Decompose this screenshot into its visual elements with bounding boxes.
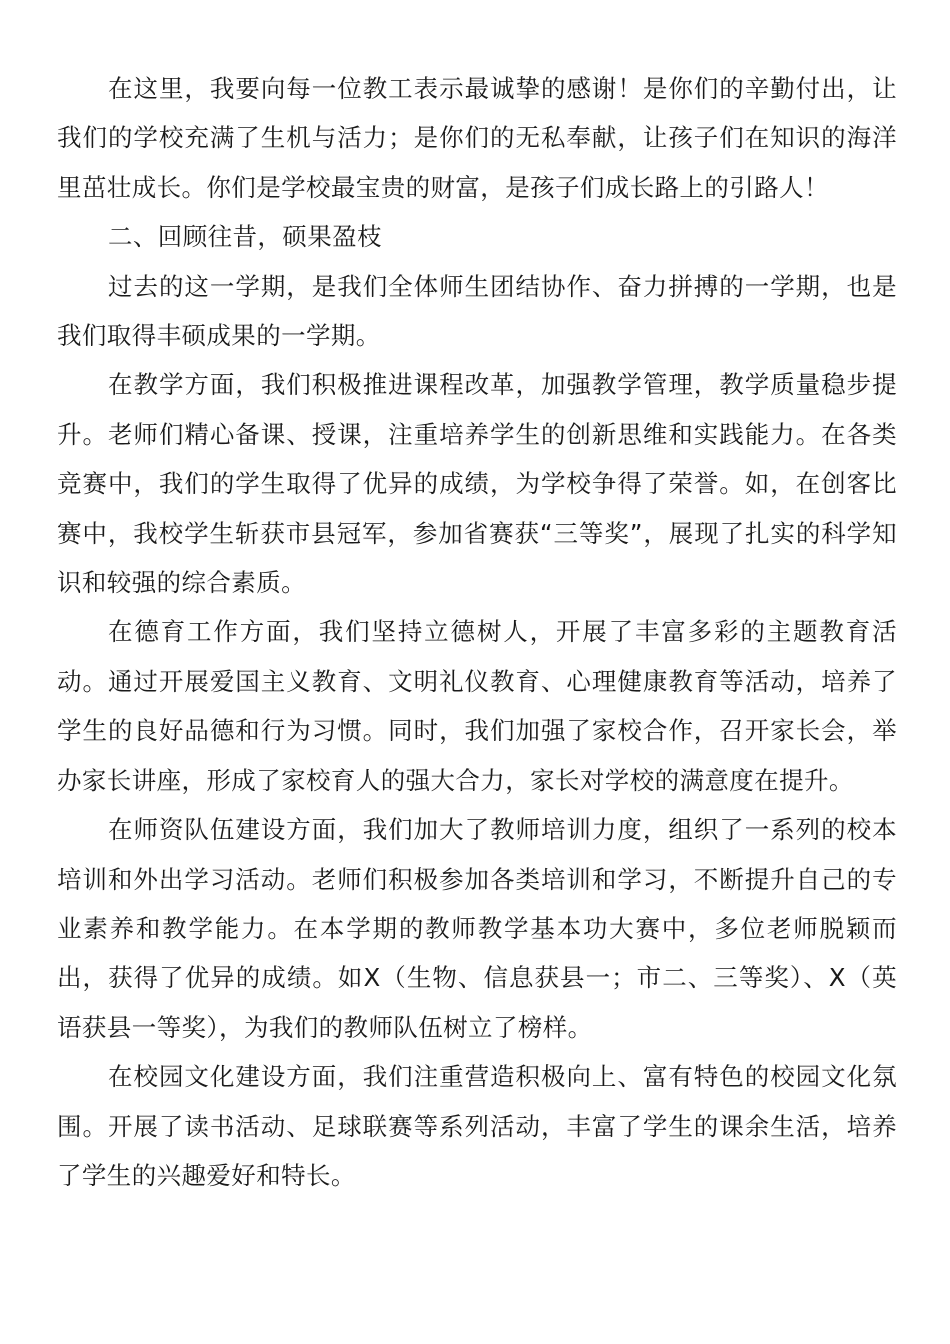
paragraph-semester-summary: 过去的这一学期，是我们全体师生团结协作、奋力拼搏的一学期，也是我们取得丰硕成果的一学期。: [57, 271, 897, 351]
paragraph-gratitude: 在这里，我要向每一位教工表示最诚挚的感谢！是你们的辛勤付出，让我们的学校充满了生机与活力；是你们的无私奉献，让孩子们在知识的海洋里茁壮成长。你们是学校最宝贵的财富，是孩子们成长路上的引路人！: [57, 74, 897, 202]
paragraph-moral-education: 在德育工作方面，我们坚持立德树人，开展了丰富多彩的主题教育活动。通过开展爱国主义教育、文明礼仪教育、心理健康教育等活动，培养了学生的良好品德和行为习惯。同时，我们加强了家校合作，召开家长会，举办家长讲座，形成了家校育人的强大合力，家长对学校的满意度在提升。: [57, 617, 897, 795]
paragraph-teaching: 在教学方面，我们积极推进课程改革，加强教学管理，教学质量稳步提升。老师们精心备课、授课，注重培养学生的创新思维和实践能力。在各类竞赛中，我们的学生取得了优异的成绩，为学校争得了荣誉。如，在创客比赛中，我校学生斩获市县冠军，参加省赛获“三等奖”，展现了扎实的科学知识和较强的综合素质。: [57, 370, 897, 598]
paragraph-campus-culture: 在校园文化建设方面，我们注重营造积极向上、富有特色的校园文化氛围。开展了读书活动、足球联赛等系列活动，丰富了学生的课余生活，培养了学生的兴趣爱好和特长。: [57, 1062, 897, 1190]
document-body: [57, 64, 897, 1200]
section-heading-review: 二、回顾往昔，硕果盈枝: [108, 222, 382, 252]
paragraph-teacher-development: 在师资队伍建设方面，我们加大了教师培训力度，组织了一系列的校本培训和外出学习活动。老师们积极参加各类培训和学习，不断提升自己的专业素养和教学能力。在本学期的教师教学基本功大赛中，多位老师脱颖而出，获得了优异的成绩。如X（生物、信息获县一；市二、三等奖）、X（英语获县一等奖），为我们的教师队伍树立了榜样。: [57, 815, 897, 1042]
